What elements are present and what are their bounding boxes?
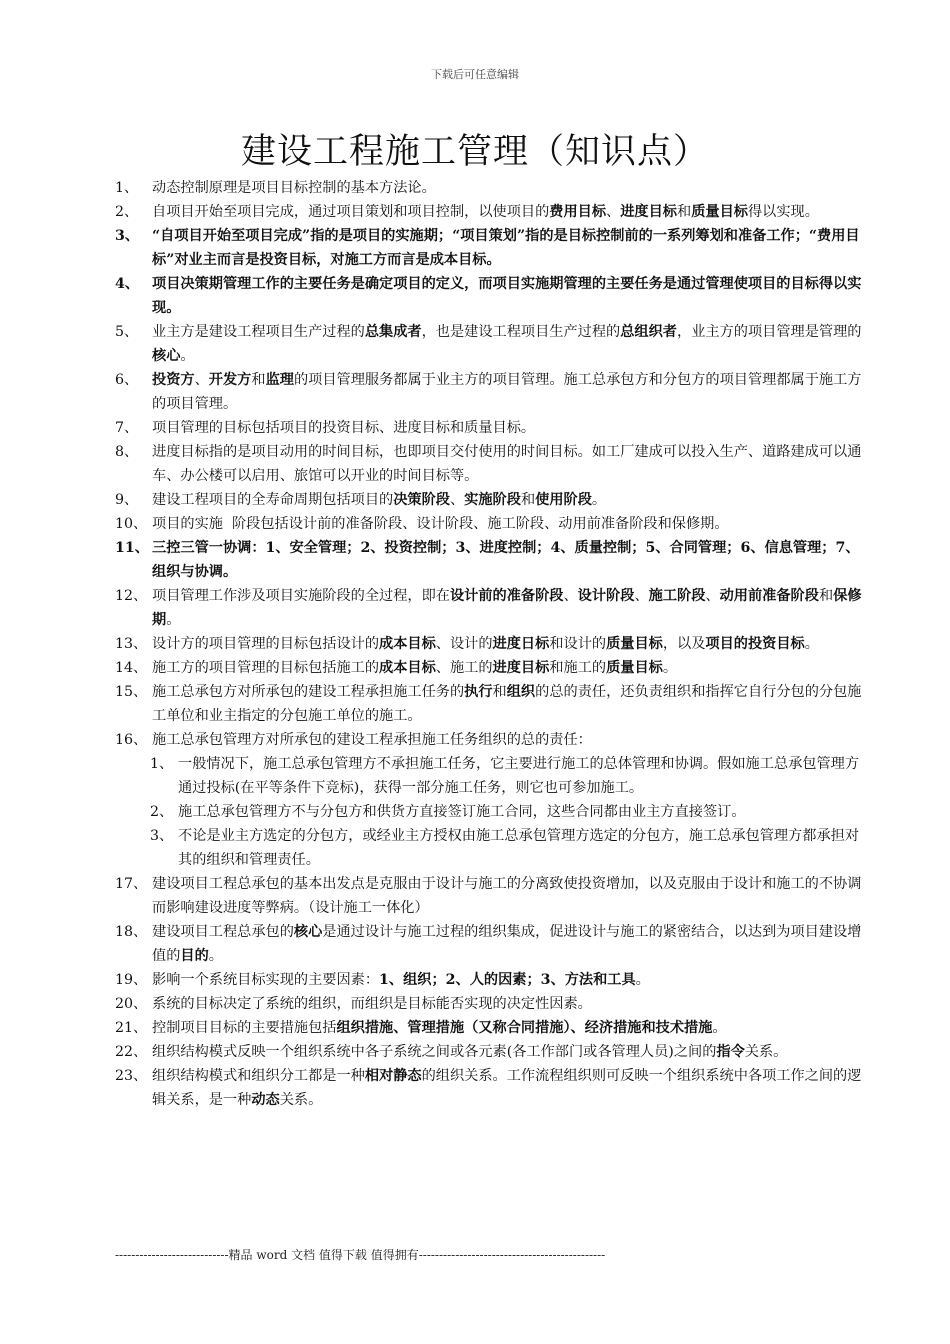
text-segment: 进度目标指的是项目动用的时间目标，也即项目交付使用的时间目标。如工厂建成可以投入生产、道路建成可以通车、办公楼可以启用、旅馆可以开业的时间目标等。 <box>152 444 862 484</box>
text-segment: 和施工的 <box>549 660 607 676</box>
item-number: 5、 <box>115 324 139 340</box>
text-segment: 、 <box>606 204 621 220</box>
text-segment: 和 <box>492 684 507 700</box>
text-segment: 、 <box>194 372 209 388</box>
item-number: 6、 <box>115 372 139 388</box>
bold-term: 保修期 <box>152 588 862 628</box>
text-segment: 项目管理工作涉及项目实施阶段的全过程，即在 <box>152 588 450 604</box>
bold-term: 组织 <box>506 684 536 700</box>
item-number: 13、 <box>115 636 148 652</box>
item-number: 20、 <box>115 996 148 1012</box>
item-number: 17、 <box>115 876 148 892</box>
text-segment: 组织结构模式反映一个组织系统中各子系统之间或各元素(各工作部门或各管理人员)之间的 <box>152 1044 717 1060</box>
item-number: 11、 <box>115 540 149 556</box>
item-text <box>152 588 862 628</box>
list-item <box>0 1040 950 1064</box>
text-segment: 设计方的项目管理的目标包括设计的 <box>152 636 380 652</box>
text-segment: 建设工程项目的全寿命周期包括项目的 <box>152 492 394 508</box>
bold-term: 实施阶段 <box>464 492 521 508</box>
text-segment: 施工总承包管理方不与分包方和供货方直接签订施工合同，这些合同都由业主方直接签订。 <box>178 804 746 820</box>
text-segment: 。 <box>804 636 819 652</box>
text-segment: “自项目开始至项目完成”指的是项目的实施期；“项目策划”指的是目标控制前的一系列筹划和准备工作；“费用目标”对业主而言是投资目标，对施工方而言是成本目标。 <box>152 228 860 268</box>
text-segment: 关系。 <box>279 1092 323 1108</box>
list-item <box>0 968 950 992</box>
item-number: 4、 <box>115 276 140 292</box>
item-text <box>152 1068 861 1108</box>
text-segment: ，以及 <box>662 636 706 652</box>
item-number: 1、 <box>150 756 174 772</box>
bold-term: 开发方 <box>208 372 252 388</box>
text-segment: 自项目开始至项目完成，通过项目策划和项目控制，以使项目的 <box>152 204 550 220</box>
text-segment: 和 <box>520 492 536 508</box>
item-text <box>152 636 819 652</box>
list-item <box>0 488 950 512</box>
item-text <box>152 996 592 1012</box>
list-item <box>0 272 950 320</box>
item-text <box>152 444 861 484</box>
bold-term: 施工阶段 <box>648 588 706 604</box>
text-segment: 建设项目工程总承包的基本出发点是克服由于设计与施工的分离致使投资增加，以及克服由于设计和施工的不协调而影响建设进度等弊病。（设计施工一体化） <box>152 876 862 916</box>
sub-list-item <box>0 800 950 824</box>
text-segment: 组织结构模式和组织分工都是一种 <box>152 1068 365 1084</box>
bold-term: 指令 <box>716 1044 745 1060</box>
text-segment: 。 <box>712 1020 727 1036</box>
item-number: 2、 <box>150 804 174 820</box>
item-text <box>152 732 592 748</box>
bold-term: 1、组织；2、人的因素；3、方法和工具 <box>379 972 636 988</box>
footer-note: ----------------------------精品 word 文档 值得下载 值得拥有---------------------------------------------- <box>115 1248 606 1262</box>
text-segment: 是通过设计与施工过程的组织集成，促进设计与施工的紧密结合，以达到为项目建设增值的 <box>152 924 862 964</box>
text-segment: 的组织关系。工作流程组织则可反映一个组织系统中各项工作之间的逻辑关系，是一种 <box>152 1068 862 1108</box>
list-item <box>0 680 950 728</box>
item-number: 9、 <box>115 492 139 508</box>
bold-term: 组织措施、管理措施（又称合同措施）、经济措施和技术措施 <box>336 1020 713 1036</box>
text-segment: 施工方的项目管理的目标包括施工的 <box>152 660 380 676</box>
text-segment: 。 <box>591 492 607 508</box>
text-segment: 关系。 <box>744 1044 788 1060</box>
text-segment: 项目管理的目标包括项目的投资目标、进度目标和质量目标。 <box>152 420 536 436</box>
list-item <box>0 656 950 680</box>
item-number: 7、 <box>115 420 139 436</box>
bold-term: 成本目标 <box>379 660 436 676</box>
item-text <box>152 516 729 532</box>
text-segment: 。 <box>208 948 223 964</box>
bold-term: 核心 <box>293 924 323 940</box>
item-number: 1、 <box>115 180 139 196</box>
text-segment: ，也是建设工程项目生产过程的 <box>421 324 621 340</box>
text-segment: 和 <box>677 204 692 220</box>
list-item <box>0 200 950 224</box>
item-text <box>152 180 436 196</box>
item-text <box>152 492 606 508</box>
bold-term: 进度目标 <box>492 660 550 676</box>
text-segment: 系统的目标决定了系统的组织，而组织是目标能否实现的决定性因素。 <box>152 996 592 1012</box>
text-segment: 、施工的 <box>435 660 493 676</box>
bold-term: 使用阶段 <box>535 492 592 508</box>
list-item <box>0 584 950 632</box>
item-number: 22、 <box>115 1044 148 1060</box>
item-number: 18、 <box>115 924 148 940</box>
sub-list-item <box>0 824 950 872</box>
list-item <box>0 320 950 368</box>
bold-term: 监理 <box>265 372 294 388</box>
text-segment: 、设计的 <box>435 636 493 652</box>
item-text <box>152 1044 787 1060</box>
text-segment: 。 <box>662 660 678 676</box>
text-segment: 不论是业主方选定的分包方，或经业主方授权由施工总承包管理方选定的分包方，施工总承包管理方都承担对其的组织和管理责任。 <box>178 828 860 868</box>
item-text <box>152 924 861 964</box>
text-segment: 施工总承包方对所承包的建设工程承担施工任务的 <box>152 684 465 700</box>
document-title: 建设工程施工管理（知识点） <box>240 132 709 172</box>
list-item <box>0 440 950 488</box>
item-number: 8、 <box>115 444 139 460</box>
list-item <box>0 416 950 440</box>
item-number: 19、 <box>115 972 148 988</box>
text-segment: 。 <box>180 348 195 364</box>
text-segment: 的项目管理服务都属于业主方的项目管理。施工总承包方和分包方的项目管理都属于施工方的项目管理。 <box>152 372 862 412</box>
text-segment: 影响一个系统目标实现的主要因素： <box>152 972 380 988</box>
item-text <box>152 540 860 580</box>
bold-term: 进度日标 <box>492 636 550 652</box>
item-number: 15、 <box>115 684 148 700</box>
text-segment: 。 <box>166 612 181 628</box>
bold-term: 相对静态 <box>364 1068 422 1084</box>
bold-term: 总集成者 <box>364 324 422 340</box>
text-segment: 、 <box>634 588 649 604</box>
list-item <box>0 728 950 752</box>
text-segment: 施工总承包管理方对所承包的建设工程承担施工任务组织的总的责任： <box>152 732 592 748</box>
list-item <box>0 632 950 656</box>
text-segment: 、 <box>705 588 720 604</box>
text-segment: 业主方是建设工程项目生产过程的 <box>152 324 365 340</box>
text-segment: 一般情况下，施工总承包管理方不承担施工任务，它主要进行施工的总体管理和协调。假如施工总承包管理方通过投标(在平等条件下竞标)，获得一部分施工任务，则它也可参加施工。 <box>178 756 860 796</box>
bold-term: 设计前的准备阶段 <box>449 588 564 604</box>
bold-term: 费用目标 <box>549 204 607 220</box>
item-number: 10、 <box>115 516 148 532</box>
text-segment: 动态控制原理是项目目标控制的基本方法论。 <box>152 180 436 196</box>
list-item <box>0 536 950 584</box>
item-text <box>152 324 861 364</box>
text-segment: 得以实现。 <box>747 204 819 220</box>
bold-term: 决策阶段 <box>393 492 450 508</box>
item-number: 12、 <box>115 588 148 604</box>
item-text <box>152 972 650 988</box>
list-item <box>0 872 950 920</box>
item-text <box>152 372 861 412</box>
text-segment: 控制项目目标的主要措施包括 <box>152 1020 337 1036</box>
item-number: 2、 <box>115 204 139 220</box>
item-number: 3、 <box>115 228 140 244</box>
item-text <box>178 828 859 868</box>
text-segment: 的总的责任，还负责组织和指挥它自行分包的分包施工单位和业主指定的分包施工单位的施工。 <box>152 684 862 724</box>
list-item <box>0 1064 950 1112</box>
bold-term: 目的 <box>180 948 209 964</box>
text-segment: 和设计的 <box>549 636 607 652</box>
text-segment: 项目的实施 阶段包括设计前的准备阶段、设计阶段、施工阶段、动用前准备阶段和保修期。 <box>152 516 729 532</box>
text-segment: 和 <box>251 372 266 388</box>
item-text <box>152 1020 727 1036</box>
item-text <box>152 204 819 220</box>
item-text <box>152 684 861 724</box>
bold-term: 动用前准备阶段 <box>719 588 819 604</box>
bold-term: 动态 <box>251 1092 280 1108</box>
list-item <box>0 512 950 536</box>
item-number: 23、 <box>115 1068 148 1084</box>
item-text <box>178 756 859 796</box>
item-text <box>152 228 860 268</box>
bold-term: 成本目标 <box>379 636 436 652</box>
item-text <box>178 804 746 820</box>
text-segment: ，业主方的项目管理是管理的 <box>677 324 862 340</box>
bold-term: 投资方 <box>152 372 195 388</box>
item-number: 16、 <box>115 732 148 748</box>
list-item <box>0 1016 950 1040</box>
sub-list-item <box>0 752 950 800</box>
text-segment: 三控三管一协调：1、安全管理；2、投资控制；3、进度控制；4、质量控制；5、合同管理；6、信息管理；7、组织与协调。 <box>152 540 860 580</box>
list-item <box>0 368 950 416</box>
header-note: 下载后可任意编辑 <box>431 68 519 81</box>
knowledge-point-list <box>0 176 950 1112</box>
bold-term: 执行 <box>464 684 493 700</box>
list-item <box>0 920 950 968</box>
text-segment: 、 <box>449 492 465 508</box>
item-text <box>152 276 861 316</box>
text-segment: 项目决策期管理工作的主要任务是确定项目的定义，而项目实施期管理的主要任务是通过管理使项目的目标得以实现。 <box>152 276 862 316</box>
bold-term: 项目的投资目标 <box>705 636 805 652</box>
bold-term: 质量目标 <box>606 636 663 652</box>
item-number: 3、 <box>150 828 174 844</box>
bold-term: 核心 <box>152 348 181 364</box>
bold-term: 设计阶段 <box>577 588 635 604</box>
bold-term: 总组织者 <box>620 324 677 340</box>
text-segment: 、 <box>563 588 578 604</box>
item-number: 21、 <box>115 1020 148 1036</box>
text-segment: 。 <box>635 972 650 988</box>
list-item <box>0 224 950 272</box>
item-number: 14、 <box>115 660 148 676</box>
list-item <box>0 992 950 1016</box>
bold-term: 进度目标 <box>620 204 677 220</box>
item-text <box>152 420 535 436</box>
item-text <box>152 876 861 916</box>
bold-term: 质量目标 <box>691 204 748 220</box>
text-segment: 和 <box>818 588 834 604</box>
list-item <box>0 176 950 200</box>
bold-term: 质量目标 <box>606 660 663 676</box>
text-segment: 建设项目工程总承包的 <box>152 924 294 940</box>
item-text <box>152 660 677 676</box>
